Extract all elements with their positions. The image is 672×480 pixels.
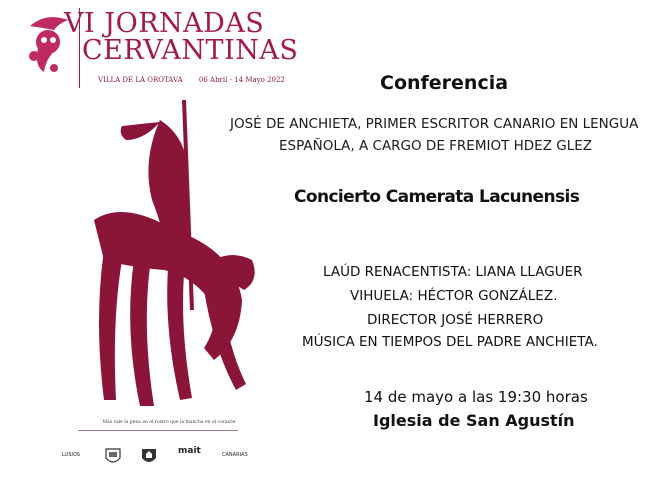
- event-details: [220, 0, 672, 480]
- conference-title-line1: JOSÉ DE ANCHIETA, PRIMER ESCRITOR CANARIO EN LENGUA: [230, 116, 639, 132]
- festival-dates: 06 Abril - 14 Mayo 2022: [198, 76, 285, 84]
- concert-heading: Concierto Camerata Lacunensis: [294, 187, 580, 207]
- concert-performer-laud: LAÚD RENACENTISTA: LIANA LLAGUER: [323, 264, 583, 280]
- sponsor-canarias: CANARIAS: [222, 452, 248, 458]
- festival-title-line2: CERVANTINAS: [82, 35, 299, 66]
- quote-divider: [78, 430, 238, 431]
- poster-quote: Más vale la pena en el rostro que la mancha en el corazón: [102, 420, 236, 425]
- concert-director: DIRECTOR JOSÉ HERRERO: [367, 312, 544, 328]
- event-venue: Iglesia de San Agustín: [373, 411, 575, 430]
- festival-place: VILLA DE LA OROTAVA: [98, 76, 183, 84]
- event-date-time: 14 de mayo a las 19:30 horas: [364, 388, 588, 406]
- festival-title-line1: VI JORNADAS: [64, 8, 265, 39]
- sponsor-lusios: LUSIOS: [62, 452, 80, 458]
- concert-program: MÚSICA EN TIEMPOS DEL PADRE ANCHIETA.: [302, 334, 598, 350]
- coat-of-arms-icon: [104, 446, 122, 466]
- sponsor-mait: mait: [178, 446, 201, 456]
- conference-heading: Conferencia: [380, 72, 509, 94]
- cabildo-emblem-icon: [140, 446, 158, 466]
- conference-title-line2: ESPAÑOLA, A CARGO DE FREMIOT HDEZ GLEZ: [279, 138, 592, 154]
- concert-performer-vihuela: VIHUELA: HÉCTOR GONZÁLEZ.: [350, 288, 558, 304]
